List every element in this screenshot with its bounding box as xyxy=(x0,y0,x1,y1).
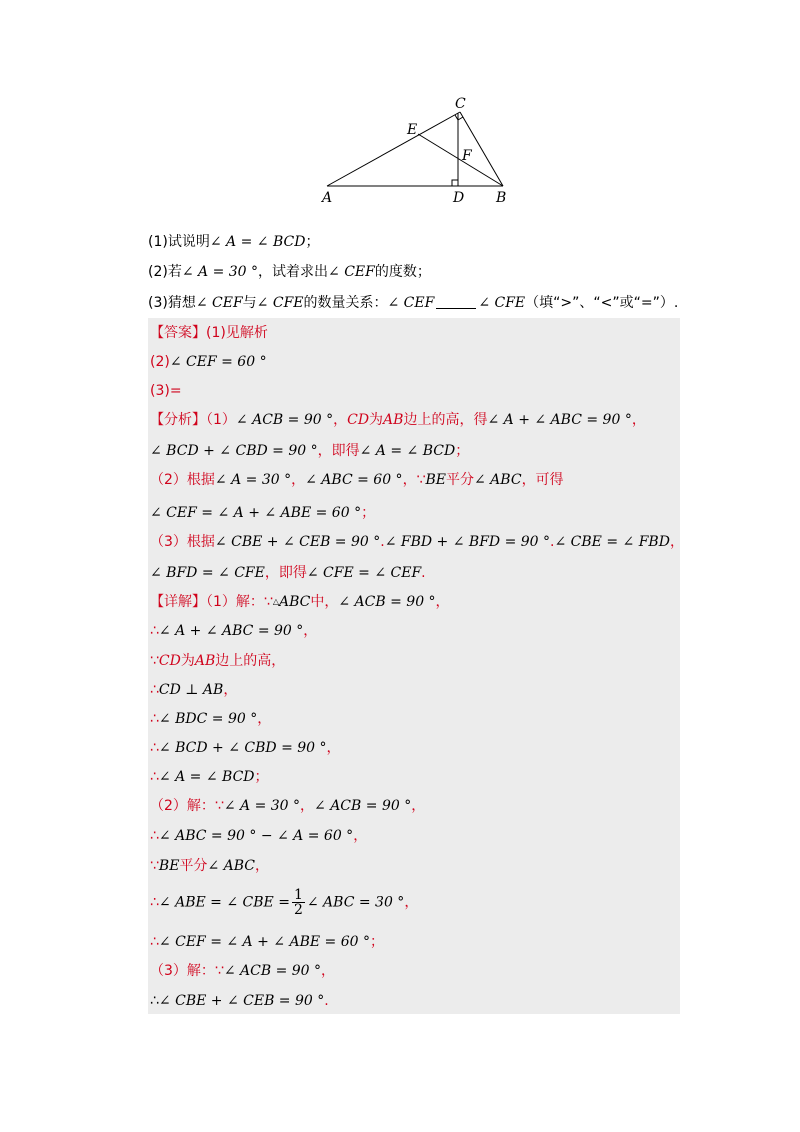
text-jide: ，即得 xyxy=(317,443,360,459)
math-a30: ∠ A = 30 ° xyxy=(214,472,292,488)
answer-line-3: (3)= xyxy=(150,383,182,399)
detail-line-12 xyxy=(150,932,384,952)
q3-prefix: (3)猜想 xyxy=(148,295,196,311)
text-comma: ， xyxy=(404,894,419,911)
text-genju3: （3）根据 xyxy=(150,534,215,550)
analysis-tag: 【分析】（1） xyxy=(150,412,236,428)
question-2 xyxy=(148,262,431,282)
text-dot2: . xyxy=(550,534,555,550)
text-semi: ； xyxy=(455,443,470,459)
math-bcd-cbd: ∠ BCD + ∠ CBD = 90 ° xyxy=(158,740,327,756)
because-symbol: ∵ xyxy=(150,858,159,874)
analysis-line-2 xyxy=(150,441,469,461)
q2-mid: ，试着求出 xyxy=(258,264,329,280)
therefore-symbol: ∴ xyxy=(150,623,159,639)
math-fbd-bfd: ∠ FBD + ∠ BFD = 90 ° xyxy=(384,534,551,550)
answer-text: (1)见解析 xyxy=(206,325,268,341)
detail-tag: 【详解】（1）解：∵ xyxy=(150,594,273,610)
label-a: A xyxy=(322,190,333,206)
therefore-symbol: ∴ xyxy=(150,894,159,911)
math-abc60: ∠ ABC = 60 ° xyxy=(305,472,403,488)
detail-line-2 xyxy=(150,621,317,641)
math-abc: ∠ ABC xyxy=(207,858,255,874)
math-sum: ∠ A + ∠ ABC = 90 ° xyxy=(487,412,632,428)
text-comma: ， xyxy=(435,594,450,610)
q3-math2: ∠ CFE xyxy=(256,295,304,311)
detail-line-8 xyxy=(150,796,425,816)
detail-line-14 xyxy=(150,991,329,1011)
math-cef60: ∠ CEF = ∠ A + ∠ ABE = 60 ° xyxy=(150,505,362,521)
analysis-line-1 xyxy=(150,410,646,430)
q2-suffix: 的度数； xyxy=(374,264,431,280)
label-f: F xyxy=(462,148,472,164)
math-ab: AB xyxy=(194,653,216,669)
text-zhong: 中， xyxy=(310,594,339,610)
math-cfe-cef: ∠ CFE = ∠ CEF xyxy=(306,565,422,581)
text-kede: ，可得 xyxy=(521,472,564,488)
detail-line-5 xyxy=(150,709,271,729)
text-comma: ， xyxy=(257,711,272,727)
text-comma2: ， xyxy=(411,798,426,814)
detail-line-4 xyxy=(150,680,237,700)
because-symbol: ∵ xyxy=(150,653,159,669)
fraction-denominator: 2 xyxy=(293,902,303,918)
fraction-numerator: 1 xyxy=(293,887,303,903)
math-be: BE xyxy=(158,858,180,874)
math-cd: CD xyxy=(158,653,181,669)
math-cbe-ceb: ∠ CBE + ∠ CEB = 90 ° xyxy=(214,534,381,550)
answer-blank[interactable] xyxy=(436,296,476,309)
math-bcd-cbd: ∠ BCD + ∠ CBD = 90 ° xyxy=(150,443,318,459)
math-a30: ∠ A = 30 ° xyxy=(223,798,301,814)
text-genju: （2）根据 xyxy=(150,472,215,488)
fraction-half xyxy=(292,888,305,917)
segment-ac xyxy=(327,112,460,186)
text-comma: ， xyxy=(255,858,269,874)
text-comma: ， xyxy=(326,740,341,756)
analysis-line-6 xyxy=(150,563,426,583)
q3-suffix: （填“>”、“<”或“=”）. xyxy=(525,295,679,311)
math-ab: AB xyxy=(383,412,404,428)
math-cd: CD xyxy=(347,412,370,428)
label-b: B xyxy=(496,190,507,206)
math-acb: ∠ ACB = 90 ° xyxy=(235,412,334,428)
label-d: D xyxy=(453,190,465,206)
q1-math: ∠ A = ∠ BCD xyxy=(209,234,306,250)
text-dot: . xyxy=(421,565,426,581)
therefore-symbol: ∴ xyxy=(150,740,159,756)
text-comma: ， xyxy=(333,412,348,428)
right-angle-mark-d xyxy=(452,180,458,186)
math-cef60: ∠ CEF = ∠ A + ∠ ABE = 60 ° xyxy=(158,934,370,950)
math-abc: ∠ ABC xyxy=(474,472,522,488)
analysis-line-3 xyxy=(150,470,564,490)
answer-line-1 xyxy=(150,323,268,343)
label-c: C xyxy=(455,96,466,112)
detail-line-10 xyxy=(150,856,269,876)
text-comma: ， xyxy=(321,963,336,979)
text-jide: ，即得 xyxy=(264,565,307,581)
math-bdc90: ∠ BDC = 90 ° xyxy=(158,711,258,727)
math-acb90: ∠ ACB = 90 ° xyxy=(314,798,412,814)
text-part2: （2）解：∵ xyxy=(150,798,224,814)
q1-suffix: ； xyxy=(305,234,320,250)
text-comma2: ， xyxy=(631,412,646,428)
q3-mid2: 的数量关系： xyxy=(303,295,388,311)
answer-line-2 xyxy=(150,352,267,372)
answer-2-tag: (2) xyxy=(150,354,170,370)
text-wei: 为 xyxy=(369,412,384,428)
segment-be xyxy=(418,134,503,186)
triangle-icon: △ xyxy=(272,597,279,606)
therefore-symbol: ∴ xyxy=(150,828,159,844)
text-pingfen: 平分 xyxy=(446,472,474,488)
math-acb90: ∠ ACB = 90 ° xyxy=(338,594,436,610)
therefore-symbol: ∴ xyxy=(150,993,159,1009)
text-dot: . xyxy=(380,534,385,550)
text-comma: ， xyxy=(353,828,368,844)
math-a-bcd: ∠ A = ∠ BCD xyxy=(359,443,456,459)
detail-line-3 xyxy=(150,651,285,671)
text-wei: 为 xyxy=(180,653,195,669)
detail-line-13 xyxy=(150,961,335,981)
q2-math2: ∠ CEF xyxy=(328,264,375,280)
math-a-abc: ∠ A + ∠ ABC = 90 ° xyxy=(158,623,304,639)
text-comma: ， xyxy=(303,623,318,639)
math-cbe-ceb: ∠ CBE + ∠ CEB = 90 ° xyxy=(158,993,325,1009)
text-comma: ， xyxy=(223,682,238,698)
text-semi: ； xyxy=(370,934,384,950)
q3-math3: ∠ CEF xyxy=(387,295,435,311)
math-a-bcd: ∠ A = ∠ BCD xyxy=(158,769,255,785)
detail-line-11 xyxy=(150,888,418,917)
text-comma: ， xyxy=(669,534,684,550)
detail-line-7 xyxy=(150,767,269,787)
question-1 xyxy=(148,232,319,252)
text-height: 边上的高，得 xyxy=(403,412,488,428)
analysis-line-4 xyxy=(150,503,375,523)
text-dot: . xyxy=(324,993,329,1009)
q3-mid: 与 xyxy=(242,295,257,311)
q3-math1: ∠ CEF xyxy=(195,295,243,311)
triangle-diagram xyxy=(300,90,530,210)
label-e: E xyxy=(407,122,418,138)
text-height: 边上的高， xyxy=(215,653,286,669)
answer-tag: 【答案】 xyxy=(150,325,206,341)
math-abe-cbe: ∠ ABE = ∠ CBE = xyxy=(158,894,290,911)
math-acb90: ∠ ACB = 90 ° xyxy=(223,963,322,979)
math-abc60: ∠ ABC = 90 ° − ∠ A = 60 ° xyxy=(158,828,354,844)
q2-prefix: (2)若 xyxy=(148,264,182,280)
math-cbe-fbd: ∠ CBE = ∠ FBD xyxy=(554,534,670,550)
text-comma: ， xyxy=(300,798,315,814)
question-3 xyxy=(148,293,678,313)
therefore-symbol: ∴ xyxy=(150,711,159,727)
answer-2-math: ∠ CEF = 60 ° xyxy=(169,354,267,370)
detail-line-9 xyxy=(150,826,367,846)
math-abc: ABC xyxy=(278,594,311,610)
therefore-symbol: ∴ xyxy=(150,769,159,785)
text-pingfen: 平分 xyxy=(179,858,208,874)
q1-prefix: (1)试说明 xyxy=(148,234,210,250)
math-perp: CD ⊥ AB xyxy=(158,682,224,698)
detail-line-1 xyxy=(150,592,450,612)
detail-line-6 xyxy=(150,738,341,758)
text-comma: ， xyxy=(291,472,306,488)
text-because: ，∵ xyxy=(402,472,426,488)
q2-math: ∠ A = 30 ° xyxy=(181,264,259,280)
math-be: BE xyxy=(425,472,446,488)
analysis-line-5 xyxy=(150,532,684,552)
triangle-figure xyxy=(300,90,530,210)
text-part3: （3）解：∵ xyxy=(150,963,224,979)
text-semi: ； xyxy=(361,505,376,521)
therefore-symbol: ∴ xyxy=(150,934,159,950)
text-semi: ； xyxy=(254,769,269,785)
math-abc30: ∠ ABC = 30 ° xyxy=(306,894,405,911)
q3-math4: ∠ CFE xyxy=(478,295,526,311)
therefore-symbol: ∴ xyxy=(150,682,159,698)
math-bfd-cfe: ∠ BFD = ∠ CFE xyxy=(150,565,265,581)
